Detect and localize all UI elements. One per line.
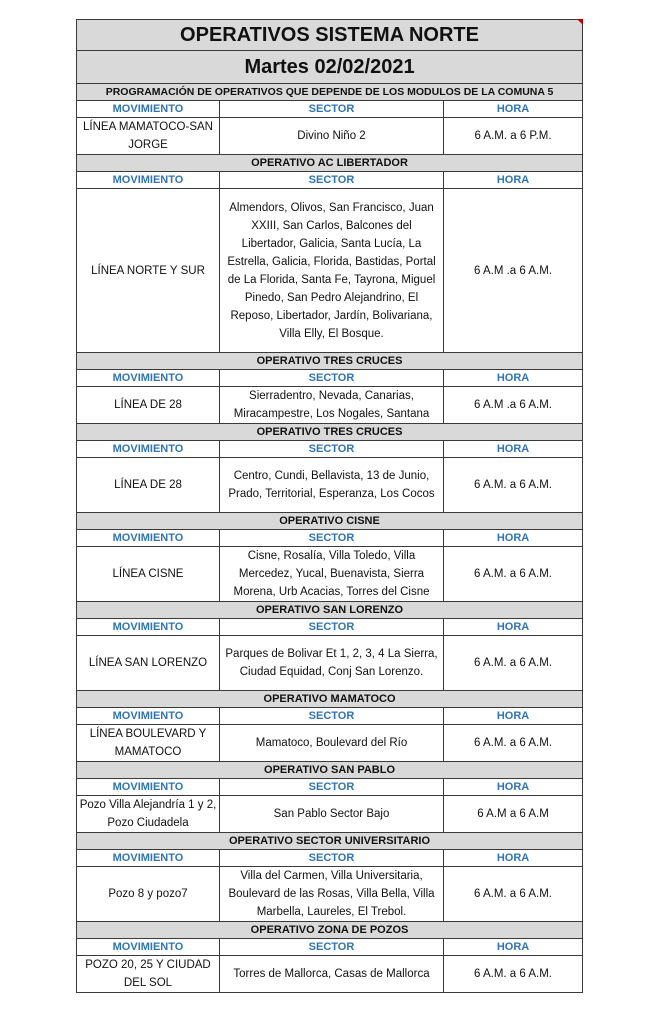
column-header-hora: HORA — [444, 172, 583, 189]
cell-sector: Torres de Mallorca, Casas de Mallorca — [220, 956, 444, 993]
section-header-row — [77, 922, 583, 939]
table-row — [77, 189, 583, 353]
column-header-hora: HORA — [444, 939, 583, 956]
cell-sector: San Pablo Sector Bajo — [220, 796, 444, 833]
column-header-sector: SECTOR — [220, 939, 444, 956]
column-header-hora: HORA — [444, 708, 583, 725]
schedule-sheet — [76, 19, 582, 993]
table-row — [77, 387, 583, 424]
section-name: OPERATIVO MAMATOCO — [77, 691, 583, 708]
section-name: OPERATIVO TRES CRUCES — [77, 353, 583, 370]
table-row — [77, 867, 583, 922]
table-row — [77, 725, 583, 762]
comment-marker-icon — [577, 19, 583, 25]
column-header-sector: SECTOR — [220, 850, 444, 867]
operations-table — [76, 19, 583, 993]
cell-hora: 6 A.M. a 6 A.M. — [444, 636, 583, 691]
cell-sector: Parques de Bolivar Et 1, 2, 3, 4 La Sierra, Ciudad Equidad, Conj San Lorenzo. — [220, 636, 444, 691]
cell-movimiento: LÍNEA SAN LORENZO — [77, 636, 220, 691]
section-name: OPERATIVO SAN LORENZO — [77, 602, 583, 619]
section-name: OPERATIVO TRES CRUCES — [77, 424, 583, 441]
section-header-row — [77, 691, 583, 708]
column-header-movimiento: MOVIMIENTO — [77, 850, 220, 867]
column-header-movimiento: MOVIMIENTO — [77, 939, 220, 956]
page-date: Martes 02/02/2021 — [77, 51, 583, 84]
section-header-row — [77, 602, 583, 619]
table-row — [77, 458, 583, 513]
column-header-sector: SECTOR — [220, 101, 444, 118]
cell-sector: Sierradentro, Nevada, Canarias, Miracampestre, Los Nogales, Santana — [220, 387, 444, 424]
cell-movimiento: POZO 20, 25 Y CIUDAD DEL SOL — [77, 956, 220, 993]
table-row — [77, 636, 583, 691]
cell-hora: 6 A.M. a 6 A.M. — [444, 458, 583, 513]
cell-hora: 6 A.M .a 6 A.M. — [444, 189, 583, 353]
column-header-sector: SECTOR — [220, 370, 444, 387]
cell-hora: 6 A.M. a 6 A.M. — [444, 725, 583, 762]
cell-movimiento: LÍNEA MAMATOCO-SAN JORGE — [77, 118, 220, 155]
column-header-row — [77, 370, 583, 387]
cell-hora: 6 A.M. a 6 A.M. — [444, 956, 583, 993]
cell-sector: Villa del Carmen, Villa Universitaria, Boulevard de las Rosas, Villa Bella, Villa Marbella, Laureles, El Trebol. — [220, 867, 444, 922]
table-row — [77, 796, 583, 833]
page-title: OPERATIVOS SISTEMA NORTE — [77, 20, 583, 51]
cell-hora: 6 A.M. a 6 A.M. — [444, 867, 583, 922]
section-name: OPERATIVO CISNE — [77, 513, 583, 530]
column-header-row — [77, 101, 583, 118]
column-header-hora: HORA — [444, 779, 583, 796]
column-header-sector: SECTOR — [220, 619, 444, 636]
column-header-sector: SECTOR — [220, 172, 444, 189]
section-header-row — [77, 513, 583, 530]
column-header-hora: HORA — [444, 101, 583, 118]
cell-sector: Mamatoco, Boulevard del Río — [220, 725, 444, 762]
section-name: OPERATIVO AC LIBERTADOR — [77, 155, 583, 172]
cell-sector: Centro, Cundi, Bellavista, 13 de Junio, Prado, Territorial, Esperanza, Los Cocos — [220, 458, 444, 513]
column-header-hora: HORA — [444, 441, 583, 458]
column-header-hora: HORA — [444, 619, 583, 636]
section-header-row — [77, 155, 583, 172]
section-header-row — [77, 84, 583, 101]
column-header-movimiento: MOVIMIENTO — [77, 172, 220, 189]
column-header-movimiento: MOVIMIENTO — [77, 441, 220, 458]
column-header-movimiento: MOVIMIENTO — [77, 779, 220, 796]
cell-sector: Divino Niño 2 — [220, 118, 444, 155]
section-name: OPERATIVO SAN PABLO — [77, 762, 583, 779]
column-header-sector: SECTOR — [220, 708, 444, 725]
column-header-row — [77, 441, 583, 458]
cell-sector: Cisne, Rosalía, Villa Toledo, Villa Mercedez, Yucal, Buenavista, Sierra Morena, Urb Acacias, Torres del Cisne — [220, 547, 444, 602]
column-header-sector: SECTOR — [220, 530, 444, 547]
section-header-row — [77, 762, 583, 779]
cell-hora: 6 A.M .a 6 A.M. — [444, 387, 583, 424]
table-row — [77, 956, 583, 993]
section-header-row — [77, 353, 583, 370]
section-name: OPERATIVO ZONA DE POZOS — [77, 922, 583, 939]
cell-movimiento: LÍNEA NORTE Y SUR — [77, 189, 220, 353]
column-header-row — [77, 850, 583, 867]
section-header-row — [77, 424, 583, 441]
cell-movimiento: Pozo Villa Alejandría 1 y 2, Pozo Ciudadela — [77, 796, 220, 833]
cell-hora: 6 A.M. a 6 P.M. — [444, 118, 583, 155]
column-header-movimiento: MOVIMIENTO — [77, 370, 220, 387]
cell-hora: 6 A.M. a 6 A.M. — [444, 547, 583, 602]
cell-sector: Almendors, Olivos, San Francisco, Juan XXIII, San Carlos, Balcones del Libertador, Galicia, Santa Lucía, La Estrella, Galicia, Florida, Bastidas, Portal de La Florida, Santa Fe, Tayrona, Miguel Pinedo, San Pedro Alejandrino, El Reposo, Libertador, Jardín, Bolivariana, Villa Elly, El Bosque. — [220, 189, 444, 353]
column-header-movimiento: MOVIMIENTO — [77, 619, 220, 636]
cell-movimiento: LÍNEA DE 28 — [77, 458, 220, 513]
cell-movimiento: LÍNEA CISNE — [77, 547, 220, 602]
column-header-row — [77, 172, 583, 189]
column-header-movimiento: MOVIMIENTO — [77, 530, 220, 547]
table-row — [77, 118, 583, 155]
section-header-row — [77, 833, 583, 850]
column-header-row — [77, 708, 583, 725]
column-header-row — [77, 779, 583, 796]
cell-movimiento: LÍNEA BOULEVARD Y MAMATOCO — [77, 725, 220, 762]
section-subtitle: PROGRAMACIÓN DE OPERATIVOS QUE DEPENDE DE LOS MODULOS DE LA COMUNA 5 — [77, 84, 583, 101]
column-header-row — [77, 530, 583, 547]
column-header-sector: SECTOR — [220, 779, 444, 796]
cell-movimiento: LÍNEA DE 28 — [77, 387, 220, 424]
column-header-row — [77, 939, 583, 956]
column-header-hora: HORA — [444, 850, 583, 867]
column-header-sector: SECTOR — [220, 441, 444, 458]
section-name: OPERATIVO SECTOR UNIVERSITARIO — [77, 833, 583, 850]
table-row — [77, 547, 583, 602]
cell-movimiento: Pozo 8 y pozo7 — [77, 867, 220, 922]
column-header-movimiento: MOVIMIENTO — [77, 101, 220, 118]
column-header-row — [77, 619, 583, 636]
cell-hora: 6 A.M a 6 A.M — [444, 796, 583, 833]
column-header-hora: HORA — [444, 370, 583, 387]
column-header-hora: HORA — [444, 530, 583, 547]
column-header-movimiento: MOVIMIENTO — [77, 708, 220, 725]
